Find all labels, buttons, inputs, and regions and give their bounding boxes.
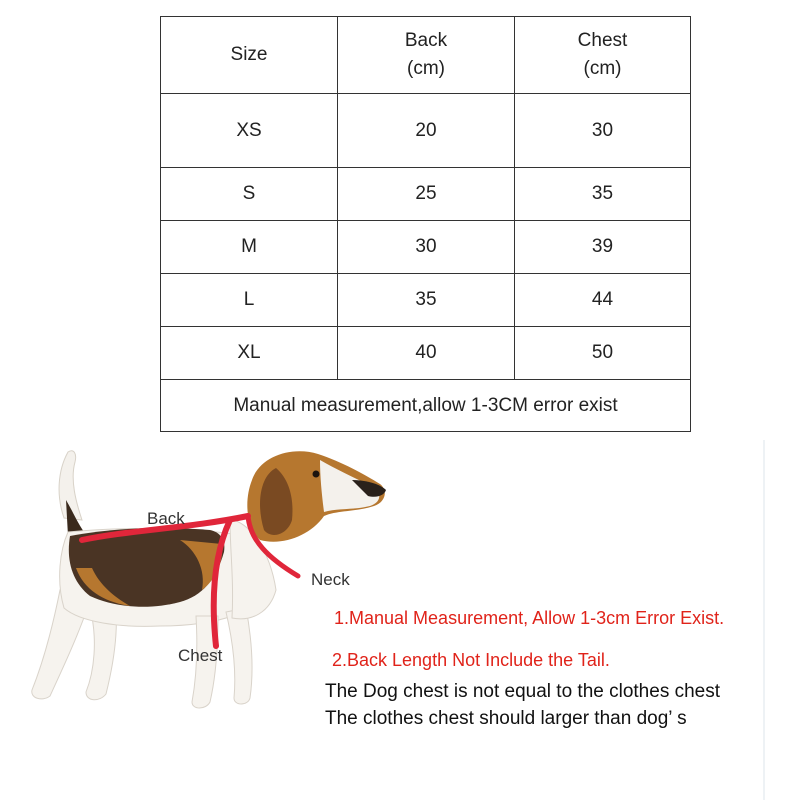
note-clothes-chest: The clothes chest should larger than dog’ s bbox=[325, 708, 687, 729]
table-row bbox=[161, 168, 691, 221]
size-chart-table bbox=[160, 16, 691, 432]
header-chest: Chest (cm) bbox=[515, 17, 691, 94]
chest-label: Chest bbox=[178, 646, 223, 665]
cell-back: 30 bbox=[338, 221, 515, 274]
cell-back: 25 bbox=[338, 168, 515, 221]
cell-chest: 50 bbox=[515, 327, 691, 380]
note-manual-measurement: 1.Manual Measurement, Allow 1-3cm Error Exist. bbox=[334, 608, 725, 628]
cell-chest: 30 bbox=[515, 94, 691, 168]
cell-size: XS bbox=[161, 94, 338, 168]
cell-back: 40 bbox=[338, 327, 515, 380]
cell-size: M bbox=[161, 221, 338, 274]
neck-label: Neck bbox=[311, 570, 350, 589]
cell-chest: 35 bbox=[515, 168, 691, 221]
table-row bbox=[161, 274, 691, 327]
back-label: Back bbox=[147, 509, 185, 528]
table-row bbox=[161, 327, 691, 380]
header-back: Back (cm) bbox=[338, 17, 515, 94]
cell-chest: 39 bbox=[515, 221, 691, 274]
header-size: Size bbox=[161, 17, 338, 94]
table-footer-row bbox=[161, 380, 691, 432]
cell-back: 35 bbox=[338, 274, 515, 327]
table-row bbox=[161, 221, 691, 274]
measurement-note: Manual measurement,allow 1-3CM error exist bbox=[161, 380, 691, 432]
divider bbox=[763, 440, 765, 800]
table-row bbox=[161, 94, 691, 168]
cell-size: S bbox=[161, 168, 338, 221]
dog-eye bbox=[313, 471, 320, 478]
note-back-length: 2.Back Length Not Include the Tail. bbox=[332, 650, 610, 670]
cell-size: XL bbox=[161, 327, 338, 380]
table-header-row bbox=[161, 17, 691, 94]
cell-back: 20 bbox=[338, 94, 515, 168]
cell-size: L bbox=[161, 274, 338, 327]
note-dog-chest: The Dog chest is not equal to the clothes chest bbox=[325, 681, 721, 702]
cell-chest: 44 bbox=[515, 274, 691, 327]
